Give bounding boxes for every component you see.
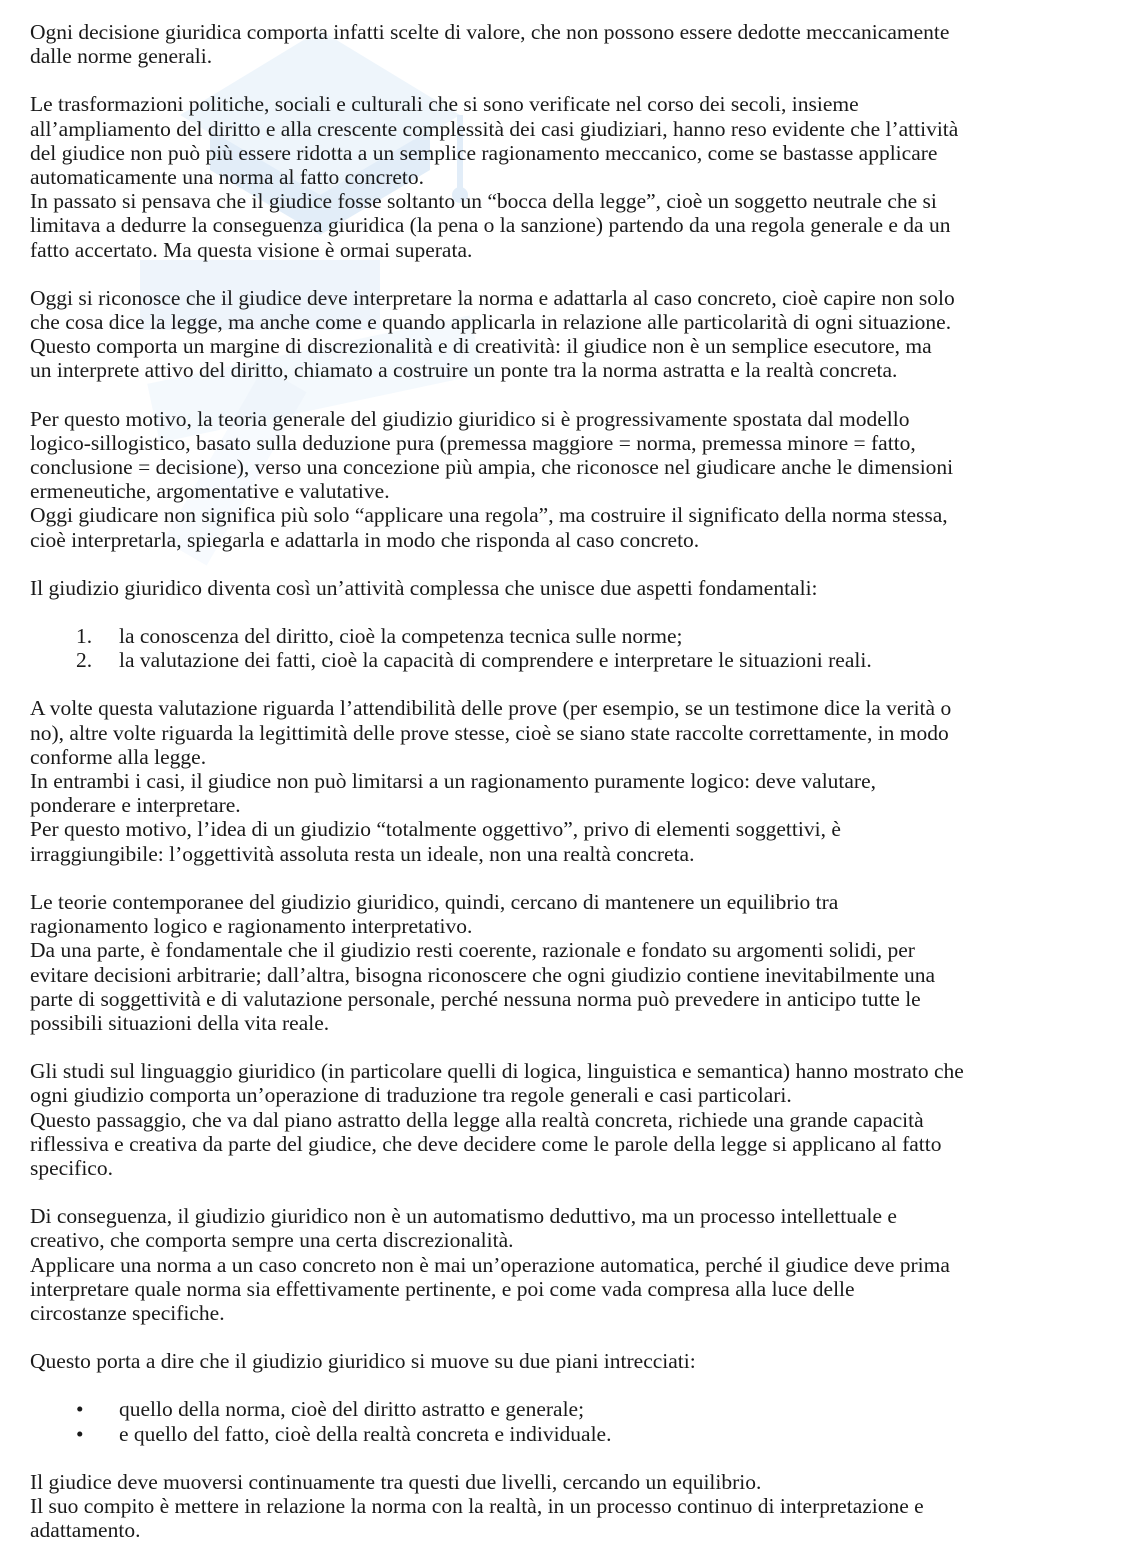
text-line: no), altre volte riguarda la legittimità delle prove stesse, cioè se siano state raccolte correttamente, in modo bbox=[30, 720, 949, 745]
text-line: conclusione = decisione), verso una concezione più ampia, che riconosce nel giudicare anche le dimensioni bbox=[30, 455, 954, 480]
text-line: del giudice non può più essere ridotta a un semplice ragionamento meccanico, come se bastasse applicare bbox=[30, 140, 938, 165]
text-line: ogni giudizio comporta un’operazione di traduzione tra regole generali e casi particolari. bbox=[30, 1083, 792, 1108]
text-line: A volte questa valutazione riguarda l’attendibilità delle prove (per esempio, se un testimone dice la verità o bbox=[30, 696, 952, 721]
text-line: automaticamente una norma al fatto concreto. bbox=[30, 165, 424, 190]
text-line: specifico. bbox=[30, 1155, 113, 1180]
text-line: Di conseguenza, il giudizio giuridico non è un automatismo deduttivo, ma un processo intellettuale e bbox=[30, 1204, 897, 1229]
paragraph-p9 bbox=[30, 1204, 1120, 1325]
list-marker: • bbox=[76, 1397, 84, 1422]
paragraph-spacer bbox=[30, 552, 1120, 576]
text-line: logico-sillogistico, basato sulla deduzione pura (premessa maggiore = norma, premessa minore = fatto, bbox=[30, 430, 916, 455]
paragraph-spacer bbox=[30, 1035, 1120, 1059]
text-line: Per questo motivo, l’idea di un giudizio “totalmente oggettivo”, privo di elementi soggettivi, è bbox=[30, 817, 841, 842]
paragraph-spacer bbox=[30, 68, 1120, 92]
list-item-text: e quello del fatto, cioè della realtà concreta e individuale. bbox=[119, 1421, 612, 1446]
paragraph-spacer bbox=[30, 1446, 1120, 1470]
paragraph-spacer bbox=[30, 383, 1120, 407]
paragraph-spacer bbox=[30, 600, 1120, 624]
list-item-text: la conoscenza del diritto, cioè la competenza tecnica sulle norme; bbox=[119, 624, 683, 649]
text-line: limitava a dedurre la conseguenza giuridica (la pena o la sanzione) partendo da una regola generale e da un bbox=[30, 213, 951, 238]
text-line: circostanze specifiche. bbox=[30, 1300, 225, 1325]
text-line: Questo comporta un margine di discrezionalità e di creatività: il giudice non è un semplice esecutore, ma bbox=[30, 334, 932, 359]
text-line: dalle norme generali. bbox=[30, 44, 213, 69]
paragraph-spacer bbox=[30, 1542, 1120, 1566]
text-line: Ogni decisione giuridica comporta infatti scelte di valore, che non possono essere dedotte meccanicamente bbox=[30, 20, 950, 44]
list-item bbox=[30, 1397, 1120, 1421]
text-line: Le trasformazioni politiche, sociali e culturali che si sono verificate nel corso dei secoli, insieme bbox=[30, 92, 859, 117]
text-line: Gli studi sul linguaggio giuridico (in particolare quelli di logica, linguistica e semantica) hanno mostrato che bbox=[30, 1059, 964, 1084]
text-line: ermeneutiche, argomentative e valutative. bbox=[30, 479, 390, 504]
document-page bbox=[30, 20, 1120, 1566]
list-item bbox=[30, 1422, 1120, 1446]
paragraph-p6 bbox=[30, 696, 1120, 865]
text-line: interpretare quale norma sia effettivamente pertinente, e poi come vada compresa alla luce delle bbox=[30, 1276, 855, 1301]
paragraph-spacer bbox=[30, 866, 1120, 890]
text-line: ponderare e interpretare. bbox=[30, 793, 241, 818]
text-line: evitare decisioni arbitrarie; dall’altra, bisogna riconoscere che ogni giudizio contiene inevitabilmente una bbox=[30, 962, 936, 987]
text-line: Oggi giudicare non significa più solo “applicare una regola”, ma costruire il significato della norma stessa, bbox=[30, 503, 948, 528]
text-line: Le teorie contemporanee del giudizio giuridico, quindi, cercano di mantenere un equilibrio tra bbox=[30, 889, 839, 914]
paragraph-p1 bbox=[30, 20, 1120, 68]
paragraph-p7 bbox=[30, 890, 1120, 1035]
text-line: Questo porta a dire che il giudizio giuridico si muove su due piani intrecciati: bbox=[30, 1349, 696, 1374]
paragraph-p8 bbox=[30, 1059, 1120, 1180]
paragraph-p5 bbox=[30, 576, 1120, 600]
bullet-list bbox=[30, 1397, 1120, 1445]
text-line: In passato si pensava che il giudice fosse soltanto un “bocca della legge”, cioè un soggetto neutrale che si bbox=[30, 189, 937, 214]
text-line: possibili situazioni della vita reale. bbox=[30, 1010, 330, 1035]
text-line: Da una parte, è fondamentale che il giudizio resti coerente, razionale e fondato su argomenti solidi, per bbox=[30, 938, 915, 963]
paragraph-p11 bbox=[30, 1470, 1120, 1543]
text-line: Applicare una norma a un caso concreto non è mai un’operazione automatica, perché il giudice deve prima bbox=[30, 1252, 950, 1277]
text-line: Questo passaggio, che va dal piano astratto della legge alla realtà concreta, richiede una grande capacità bbox=[30, 1107, 924, 1132]
list-marker: • bbox=[76, 1421, 84, 1446]
text-line: In entrambi i casi, il giudice non può limitarsi a un ragionamento puramente logico: deve valutare, bbox=[30, 769, 877, 794]
list-item bbox=[30, 648, 1120, 672]
text-line: all’ampliamento del diritto e alla crescente complessità dei casi giudiziari, hanno reso evidente che l’attività bbox=[30, 116, 959, 141]
text-line: Oggi si riconosce che il giudice deve interpretare la norma e adattarla al caso concreto, cioè capire non solo bbox=[30, 285, 955, 310]
paragraph-spacer bbox=[30, 672, 1120, 696]
list-item-text: quello della norma, cioè del diritto astratto e generale; bbox=[119, 1397, 585, 1422]
list-item-text: la valutazione dei fatti, cioè la capacità di comprendere e interpretare le situazioni reali. bbox=[119, 648, 872, 673]
text-line: irraggiungibile: l’oggettività assoluta resta un ideale, non una realtà concreta. bbox=[30, 841, 695, 866]
paragraph-spacer bbox=[30, 1325, 1120, 1349]
numbered-list bbox=[30, 624, 1120, 672]
text-line: un interprete attivo del diritto, chiamato a costruire un ponte tra la norma astratta e la realtà concreta. bbox=[30, 358, 898, 383]
paragraph-p3 bbox=[30, 286, 1120, 383]
paragraph-p4 bbox=[30, 407, 1120, 552]
paragraph-spacer bbox=[30, 1180, 1120, 1204]
text-line: riflessiva e creativa da parte del giudice, che deve decidere come le parole della legge si applicano al fatto bbox=[30, 1131, 942, 1156]
text-line: Il giudizio giuridico diventa così un’attività complessa che unisce due aspetti fondamentali: bbox=[30, 575, 818, 600]
paragraph-p2 bbox=[30, 92, 1120, 261]
paragraph-spacer bbox=[30, 1373, 1120, 1397]
text-line: Il giudice deve muoversi continuamente tra questi due livelli, cercando un equilibrio. bbox=[30, 1469, 762, 1494]
list-item bbox=[30, 624, 1120, 648]
text-line: ragionamento logico e ragionamento interpretativo. bbox=[30, 914, 473, 939]
text-line: cioè interpretarla, spiegarla e adattarla in modo che risponda al caso concreto. bbox=[30, 527, 700, 552]
text-line: conforme alla legge. bbox=[30, 744, 207, 769]
text-line: fatto accertato. Ma questa visione è ormai superata. bbox=[30, 237, 473, 262]
text-line: Il suo compito è mettere in relazione la norma con la realtà, in un processo continuo di interpretazione e bbox=[30, 1493, 924, 1518]
text-line: creativo, che comporta sempre una certa discrezionalità. bbox=[30, 1228, 514, 1253]
paragraph-p10 bbox=[30, 1349, 1120, 1373]
list-marker: 1. bbox=[76, 624, 93, 649]
list-marker: 2. bbox=[76, 648, 93, 673]
paragraph-spacer bbox=[30, 262, 1120, 286]
text-line: che cosa dice la legge, ma anche come e quando applicarla in relazione alle particolarità di ogni situazione. bbox=[30, 310, 952, 335]
text-line: Per questo motivo, la teoria generale del giudizio giuridico si è progressivamente spostata dal modello bbox=[30, 406, 910, 431]
text-line: adattamento. bbox=[30, 1518, 141, 1543]
text-line: parte di soggettività e di valutazione personale, perché nessuna norma può prevedere in anticipo tutte le bbox=[30, 986, 921, 1011]
